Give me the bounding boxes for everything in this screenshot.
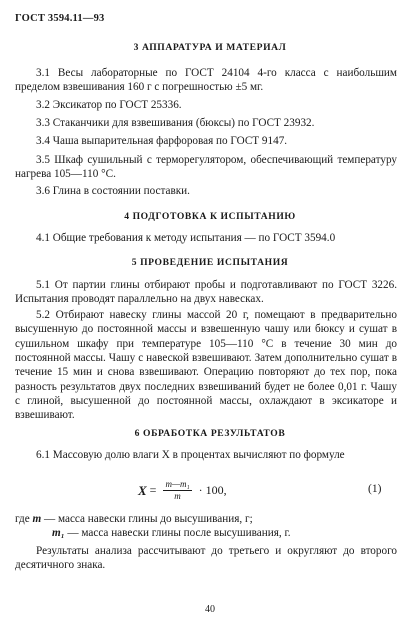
where-text-m1: — масса навески глины после высушивания, г. bbox=[67, 527, 291, 539]
section-5-title: 5 ПРОВЕДЕНИЕ ИСПЫТАНИЯ bbox=[131, 257, 289, 268]
formula-denominator: m bbox=[174, 491, 181, 502]
where-symbol-m: m bbox=[32, 513, 42, 525]
para-3-1: 3.1 Весы лабораторные по ГОСТ 24104 4-го класса с наибольшим пределом взвешивания 160 г с погрешностью ±5 мг. bbox=[15, 67, 397, 94]
para-5-1: 5.1 От партии глины отбирают пробы и подготавливают по ГОСТ 3226. Испытания проводят параллельно на двух навесках. bbox=[15, 279, 397, 306]
where-symbol-m1: m₁ bbox=[52, 527, 65, 539]
para-5-2: 5.2 Отбирают навеску глины массой 20 г, помещают в предварительно высушенную до постоянной массы и взвешенную чашу или бюксу и сушат в сушильном шкафу при температуре 105—110 °С в течение 30 мин до постоянной массы. Чашу с навеской взвешивают. Затем дополнительно сушат в течение 15 мин и снова взвешивают. Операцию повторяют до тех пор, пока разность результатов двух последних взвешиваний будет не более 0,01 г. Чашу с глиной, высушенной до постоянной массы, охлаждают в эксикаторе и взвешивают. bbox=[15, 309, 397, 422]
formula-number: (1) bbox=[368, 483, 382, 495]
formula-fraction bbox=[163, 480, 191, 502]
section-4-title: 4 ПОДГОТОВКА К ИСПЫТАНИЮ bbox=[124, 211, 296, 222]
para-3-3: 3.3 Стаканчики для взвешивания (бюксы) по ГОСТ 23932. bbox=[36, 117, 315, 129]
para-3-4: 3.4 Чаша выпарительная фарфоровая по ГОСТ 9147. bbox=[36, 135, 288, 147]
formula-multiply: · bbox=[198, 483, 203, 498]
moisture-formula bbox=[138, 480, 227, 502]
formula-row bbox=[0, 480, 420, 504]
para-3-5: 3.5 Шкаф сушильный с терморегулятором, обеспечивающий температуру нагрева 105—110 °С. bbox=[15, 154, 397, 181]
standard-code-header: ГОСТ 3594.11—93 bbox=[15, 13, 105, 24]
formula-lhs: X bbox=[138, 482, 147, 498]
section-6-title: 6 ОБРАБОТКА РЕЗУЛЬТАТОВ bbox=[134, 428, 286, 439]
where-line-2 bbox=[52, 526, 402, 540]
where-text-m: — масса навески глины до высушивания, г; bbox=[44, 513, 253, 525]
where-line-1 bbox=[15, 512, 400, 526]
para-6-1: 6.1 Массовую долю влаги X в процентах вычисляют по формуле bbox=[36, 449, 345, 461]
formula-numerator: m—m₁ bbox=[163, 480, 191, 491]
para-6-2: Результаты анализа рассчитывают до третьего и округляют до второго десятичного знака. bbox=[15, 545, 397, 572]
page-number: 40 bbox=[205, 604, 215, 615]
section-3-title: 3 АППАРАТУРА И МАТЕРИАЛ bbox=[133, 42, 287, 53]
para-3-2: 3.2 Эксикатор по ГОСТ 25336. bbox=[36, 99, 182, 111]
para-3-6: 3.6 Глина в состоянии поставки. bbox=[36, 185, 190, 197]
formula-factor: 100, bbox=[205, 483, 227, 498]
where-lead: где bbox=[15, 513, 30, 525]
para-4-1: 4.1 Общие требования к методу испытания — по ГОСТ 3594.0 bbox=[36, 232, 336, 244]
formula-equals: = bbox=[149, 483, 157, 498]
